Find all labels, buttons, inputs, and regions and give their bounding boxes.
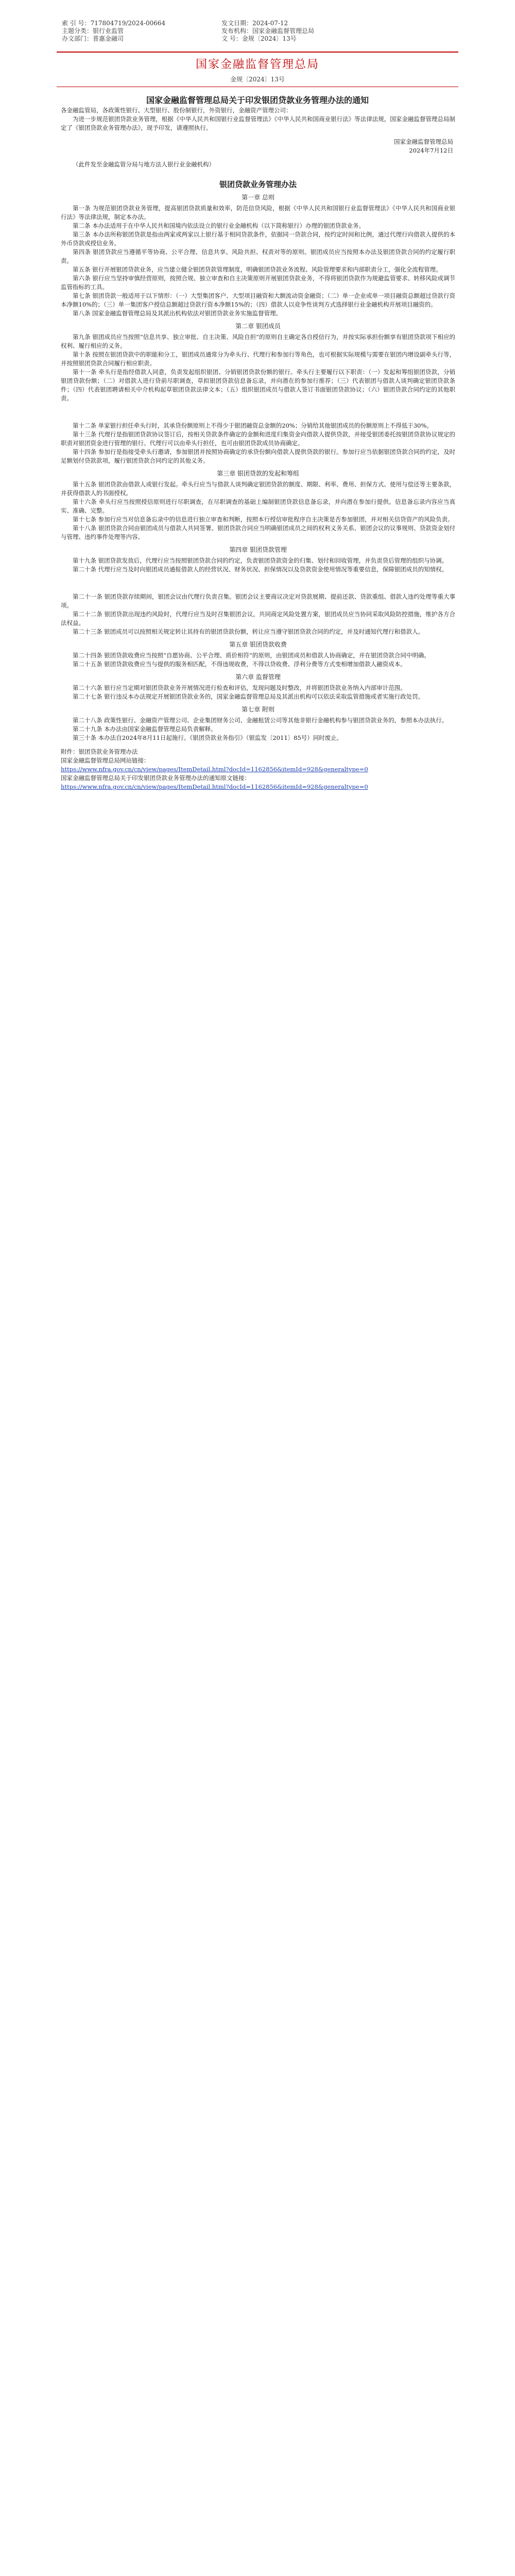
chapter-heading: 第一章 总则 bbox=[242, 194, 274, 201]
article: 第八条 国家金融监督管理总局及其派出机构依法对银团贷款业务实施监督管理。 bbox=[73, 310, 282, 317]
article: 第二十一条 银团贷款存续期间，银团会议由代理行负责召集。银团会议主要商议决定对贷款展期、提前还款、贷款重组、借款人违约处理等重大事项。 bbox=[61, 593, 455, 609]
article: 第二十二条 银团贷款出现违约风险时，代理行应当及时召集银团会议，共同商定风险处置方案，银团成员应当协同采取风险防控措施，维护各方合法权益。 bbox=[61, 611, 455, 626]
meta-index: 索 引 号：717804719/2024-00664 bbox=[62, 20, 166, 27]
meta-docnum: 文 号：金规〔2024〕13号 bbox=[221, 35, 297, 42]
article: 第三条 本办法所称银团贷款是指由两家或两家以上银行基于相同贷款条件，依据同一贷款合同，按约定时间和比例，通过代理行向借款人提供的本外币贷款或授信业务。 bbox=[61, 231, 455, 247]
article: 第十一条 牵头行是指经借款人同意，负责发起组织银团、分销银团贷款份额的银行。牵头行主要履行以下职责：（一）发起和筹组银团贷款，分销银团贷款份额；（二）对借款人进行贷前尽职调查，草拟银团贷款信息备忘录，并向潜在的参加行推荐；（三）代表银团与借款人谈判确定银团贷款条件；（四）代表银团聘请相关中介机构起草银团贷款法律文本；（五）组织银团成员与借款人签订书面银团贷款协议；（六）银团贷款合同约定的其他职责。 bbox=[61, 368, 455, 402]
article: 第十六条 牵头行应当按照授信原则进行尽职调查，在尽职调查的基础上编制银团贷款信息备忘录，并向潜在参加行提供。信息备忘录内容应当真实、准确、完整。 bbox=[61, 498, 455, 514]
chapter-heading: 第五章 银团贷款收费 bbox=[229, 641, 287, 648]
meta-date: 发文日期：2024-07-12 bbox=[221, 20, 288, 27]
link-label-2: 国家金融监督管理总局关于印发银团贷款业务管理办法的通知原文链接： bbox=[61, 774, 250, 782]
issuer-title: 国家金融监督管理总局 bbox=[195, 58, 319, 71]
article: 第三十条 本办法自2024年8月11日起施行。《银团贷款业务指引》（银监发〔2011〕85号）同时废止。 bbox=[73, 734, 343, 741]
article: 第十五条 银团贷款由借款人或银行发起。牵头行应当与借款人谈判确定银团贷款的额度、期限、利率、费用、担保方式、使用与偿还等主要条款，并获得借款人的书面授权。 bbox=[61, 481, 455, 497]
article: 第二十三条 银团成员可以按照相关规定转让其持有的银团贷款份额，转让应当遵守银团贷款合同的约定，并及时通知代理行和借款人。 bbox=[73, 628, 424, 635]
meta-publisher: 发布机构：国家金融监督管理总局 bbox=[221, 27, 315, 35]
notice-text: 为进一步规范银团贷款业务管理，根据《中华人民共和国银行业监督管理法》《中华人民共和国商业银行法》等法律法规，国家金融监督管理总局制定了《银团贷款业务管理办法》，现予印发，请遵照执行。 bbox=[61, 115, 455, 131]
red-divider-top bbox=[57, 52, 458, 53]
article: 第二十六条 银行应当定期对银团贷款业务开展情况进行检查和评估，发现问题及时整改，并将银团贷款业务纳入内部审计范围。 bbox=[73, 684, 406, 691]
article: 第二十四条 银团贷款收费应当按照“自愿协商、公平合理、质价相符”的原则，由银团成员和借款人协商确定，并在银团贷款合同中明确。 bbox=[73, 652, 430, 659]
notice-date: 2024年7月12日 bbox=[409, 147, 453, 154]
article: 第十八条 银团贷款合同由银团成员与借款人共同签署。银团贷款合同应当明确银团成员之间的权利义务关系、银团会议的议事规则、贷款资金划付与管理、违约事件处理等内容。 bbox=[61, 524, 455, 540]
article: 第二十条 代理行应当及时向银团成员通报借款人的经营状况、财务状况、担保情况以及贷款资金使用情况等重要信息，保障银团成员的知情权。 bbox=[73, 566, 448, 573]
meta-category: 主题分类：银行业监管 bbox=[62, 27, 124, 35]
notice-distribution: （此件发至金融监管分局与地方法人银行业金融机构） bbox=[73, 161, 215, 168]
metadata-left bbox=[62, 20, 165, 43]
source-link-2[interactable]: https://www.nfra.gov.cn/cn/view/pages/ItemDetail.html?docId=1162856&itemId=928&generaltype=0 bbox=[61, 783, 368, 790]
article: 第二十九条 本办法由国家金融监督管理总局负责解释。 bbox=[73, 725, 217, 733]
article: 第五条 银行开展银团贷款业务，应当建立健全银团贷款管理制度，明确银团贷款业务流程、风险管理要求和内部职责分工，强化全流程管理。 bbox=[73, 266, 442, 273]
article: 第七条 银团贷款一般适用于以下情形：（一）大型集团客户、大型项目融资和大额流动资金融资；（二）单一企业或单一项目融资总额超过贷款行资本净额10%的；（三）单一集团客户授信总额超过贷款行资本净额15%的；（四）借款人以竞争性谈判方式选择银行业金融机构开展项目融资的。 bbox=[61, 292, 455, 308]
chapter-heading: 第二章 银团成员 bbox=[235, 323, 281, 330]
notice-addressee: 各金融监管局，各政策性银行、大型银行、股份制银行，外资银行，金融资产管理公司： bbox=[61, 107, 292, 114]
article: 第二十七条 银行违反本办法规定开展银团贷款业务的，国家金融监督管理总局及其派出机构可以依法采取监管措施或者实施行政处罚。 bbox=[73, 693, 424, 700]
article: 第二十五条 银团贷款收费应当与提供的服务相匹配，不得违规收费，不得以贷收费、浮利分费等方式变相增加借款人融资成本。 bbox=[73, 660, 406, 668]
attachment-label: 附件：银团贷款业务管理办法 bbox=[61, 748, 138, 755]
article: 第十条 按照在银团贷款中的职能和分工，银团成员通常分为牵头行、代理行和参加行等角色，也可根据实际规模与需要在银团内增设副牵头行等，并按照银团贷款合同履行相应职责。 bbox=[61, 351, 455, 367]
article: 第十三条 代理行是指银团贷款协议签订后，按相关贷款条件确定的金额和进度归集资金向借款人提供贷款，并接受银团委托按银团贷款协议规定的职责对银团资金进行管理的银行。代理行可以由牵头行担任，也可由银团贷款成员协商确定。 bbox=[61, 431, 455, 447]
article: 第十四条 参加行是指接受牵头行邀请，参加银团并按照协商确定的承贷份额向借款人提供贷款的银行。参加行应当依据银团贷款合同的约定，及时足额划付贷款款项，履行银团贷款合同约定的其他义务。 bbox=[61, 448, 455, 464]
document-number: 金规〔2024〕13号 bbox=[230, 76, 285, 83]
notice-signer: 国家金融监督管理总局 bbox=[394, 138, 453, 145]
notice-title: 国家金融监督管理总局关于印发银团贷款业务管理办法的通知 bbox=[146, 95, 369, 105]
article: 第十二条 单家银行担任牵头行时，其承贷份额原则上不得少于银团融资总金额的20%；分销给其他银团成员的份额原则上不得低于30%。 bbox=[73, 422, 433, 429]
article: 第一条 为规范银团贷款业务管理，提高银团贷款质量和效率，防范信贷风险，根据《中华人民共和国银行业监督管理法》《中华人民共和国商业银行法》等法律法规，制定本办法。 bbox=[61, 205, 455, 221]
article: 第二条 本办法适用于在中华人民共和国境内依法设立的银行业金融机构（以下简称银行）办理的银团贷款业务。 bbox=[73, 222, 365, 229]
article: 第十七条 参加行应当对信息备忘录中的信息进行独立审查和判断，按照本行授信审批程序自主决策是否参加银团，并对相关信贷资产的风险负责。 bbox=[73, 516, 454, 523]
document-body bbox=[61, 106, 455, 791]
link-label-1: 国家金融监督管理总局网站链接： bbox=[61, 757, 150, 764]
chapter-heading: 第七章 附则 bbox=[242, 706, 274, 713]
article: 第十九条 银团贷款发放后，代理行应当按照银团贷款合同的约定，负责银团贷款资金的归集、划付和回收管理，并负责贷后管理的组织与协调。 bbox=[73, 557, 448, 564]
article: 第二十八条 政策性银行、金融资产管理公司、企业集团财务公司、金融租赁公司等其他非银行金融机构参与银团贷款业务的，参照本办法执行。 bbox=[73, 717, 448, 724]
article: 第四条 银团贷款应当遵循平等协商、公平合理、信息共享、风险共担、权责对等的原则。银团成员应当按照本办法及银团贷款合同的约定履行职责。 bbox=[61, 248, 455, 264]
article: 第六条 银行应当坚持审慎经营原则，按照合规、独立审查和自主决策原则开展银团贷款业务，不得将银团贷款作为规避监管要求、转移风险或调节监管指标的工具。 bbox=[61, 275, 455, 291]
article: 第九条 银团成员应当按照“信息共享、独立审批、自主决策、风险自担”的原则自主确定各自授信行为，并按实际承担份额享有银团贷款项下相应的权利、履行相应的义务。 bbox=[61, 333, 455, 349]
chapter-heading: 第四章 银团贷款管理 bbox=[229, 546, 287, 553]
meta-department: 办文部门：普惠金融司 bbox=[62, 35, 124, 42]
chapter-heading: 第六章 监督管理 bbox=[235, 673, 281, 681]
measures-title: 银团贷款业务管理办法 bbox=[219, 180, 297, 189]
chapter-heading: 第三章 银团贷款的发起和筹组 bbox=[217, 470, 299, 477]
metadata-right bbox=[221, 20, 314, 43]
source-link-1[interactable]: https://www.nfra.gov.cn/cn/view/pages/ItemDetail.html?docId=1162856&itemId=928&generaltype=0 bbox=[61, 766, 368, 773]
